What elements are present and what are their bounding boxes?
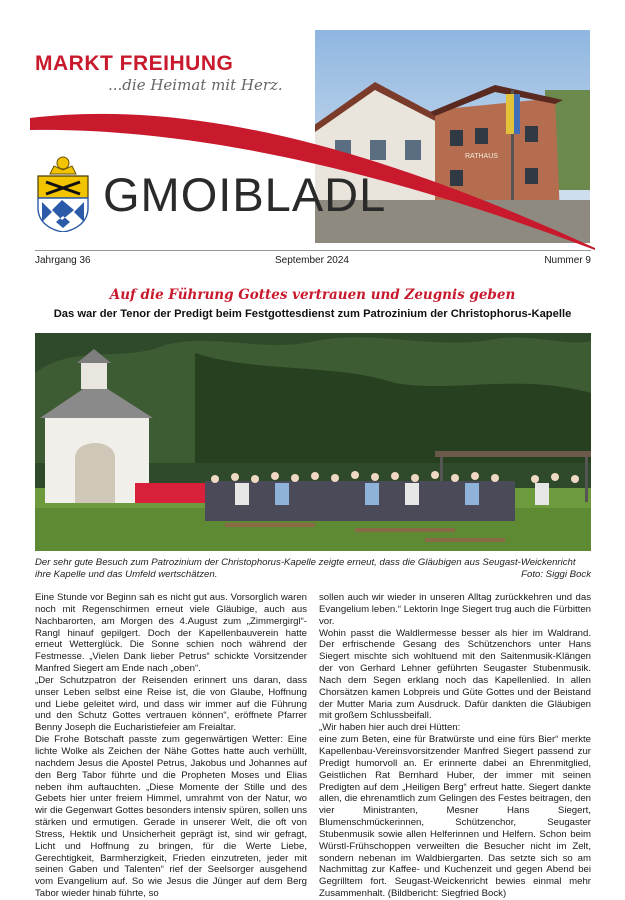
- paragraph: sollen auch wir wieder in unseren Alltag zurückkehren und das Evangelium leben.“ Lektorin Inge Siegert trug auch die Fürbitten vor.: [319, 592, 591, 627]
- paragraph: Die Frohe Botschaft passte zum gegenwärtigen Wetter: Eine lichte Wolke als Zeichen der Nähe Gottes hatte auch verhüllt, nachdem Jesus die Apostel Petrus, Jakobus und Johannes auf den Berg Tabor führte und die Propheten Moses und Elias neben ihm auftauchten. „Diese Momente der Stille und des Gebets hier unter freiem Himmel, umrahmt von der Natur, wo wir die Gegenwart Gottes besonders intensiv spüren, sollen uns stärken und ermutigen. Gerade in unserer Welt, die oft von Stress, Hektik und Unsicherheit geprägt ist, sind wir gefragt, Licht und Hoffnung zu bringen, für die Werte Liebe, Gerechtigkeit, Barmherzigkeit, Frieden einzutreten, jeder mit seinen Gaben und Talenten“ rief der Seelsorger ausgehend vom Evangelium auf. So wie Jesus die Jünger auf dem Berg Tabor wieder hinab führte, so: [35, 734, 307, 900]
- issue-volume: Jahrgang 36: [35, 255, 91, 266]
- paragraph: eine zum Beten, eine für Bratwürste und eine fürs Bier“ merkte Kapellenbau-Vereinsvorsitzender Manfred Siegert passend zur Predigt humorvoll an. Er erinnerte dabei an Ehrenmitglied, Geistlichen Rat Bernhard Huber, der immer mit seinen Predigten auf dem „Heiligen Berg“ erfreut hatte. Siegert dankte allen, die ehrenamtlich zum Gelingen des Festes beitragen, den vier Ministranten, Mesner Hans Siegert, Blumenschmückerinnen, Schützenchor, Seugaster Stubenmusik sowie allen Helferinnen und Helfern. Schon beim Würstl-Frühschoppen verweilten die Besucher nicht im Zelt, sondern nebenan im Waldbiergarten. Das setzte sich so am Nachmittag zur Kaffee- und Kuchenzeit und gegen Abend bei Gegrilltem fort. Seugast-Weickenricht bewies einmal mehr Zusammenhalt. (Bildbericht: Siegfried Bock): [319, 734, 591, 900]
- town-name: MARKT FREIHUNG: [35, 52, 234, 75]
- photo-sign-rathaus: RATHAUS: [465, 153, 498, 160]
- paragraph: Wohin passt die Waldlermesse besser als hier im Waldrand. Der erfrischende Gesang des Schützenchors unter Hans Siegert mischte sich wohltuend mit den Saitenmusik-Klängen der von Gerhard Lehner geführten Seugaster Stubenmusik. Nach dem Segen erklang noch das Kapellenlied. In allen Chorsätzen kamen Lobpreis und Güte Gottes und der Beistand der Mutter Maria zum Ausdruck. Dafür dankten die Gläubigen mit großem Schlussbeifall.: [319, 627, 591, 722]
- article-column-2: [319, 592, 591, 900]
- photo-credit: Foto: Siggi Bock: [521, 569, 591, 580]
- issue-info-bar: [35, 250, 591, 267]
- article-column-1: [35, 592, 307, 900]
- issue-date: September 2024: [275, 255, 349, 266]
- paragraph: „Der Schutzpatron der Reisenden erinnert uns daran, dass unser Leben selbst eine Reise ist, die von Glaube, Hoffnung und Liebe geleitet wird, und dass wir immer auf die Führung und den Schutz Gottes vertrauen können“, eröffnete Pfarrer Benny Joseph die Eucharistiefeier am Freialtar.: [35, 674, 307, 734]
- article-subheadline: Das war der Tenor der Predigt beim Festgottesdienst zum Patrozinium der Christophorus-Kapelle: [53, 308, 572, 320]
- caption-text: Der sehr gute Besuch zum Patrozinium der Christophorus-Kapelle zeigte erneut, dass die Gläubigen aus Seugast-Weickenricht ihre Kapelle und das Umfeld wertschätzen.: [35, 557, 576, 580]
- paragraph: „Wir haben hier auch drei Hütten:: [319, 722, 461, 734]
- issue-number: Nummer 9: [544, 255, 591, 266]
- town-slogan: ...die Heimat mit Herz.: [108, 76, 283, 94]
- coat-of-arms-icon: [32, 152, 94, 232]
- paragraph: Eine Stunde vor Beginn sah es nicht gut aus. Vorsorglich waren noch mit Regenschirmen erneut viele Gläubige, auch aus Nachbarorten, am Morgen des 4.August zum „Zimmergirgl“-Rangl hinauf gepilgert. Doch der Kapellenbauverein hatte erneut Wetterglück. Die Sonne schien noch während der Festmesse. „Vielen Dank lieber Petrus“ schickte Vorsitzender Manfred Siegert am Ende nach „oben“.: [35, 592, 307, 675]
- article-photo-chapel-mass: [35, 333, 591, 551]
- article-headline: Auf die Führung Gottes vertrauen und Zeugnis geben: [109, 287, 516, 303]
- masthead-title: GMOIBLADL: [103, 168, 387, 221]
- photo-caption: [35, 557, 591, 581]
